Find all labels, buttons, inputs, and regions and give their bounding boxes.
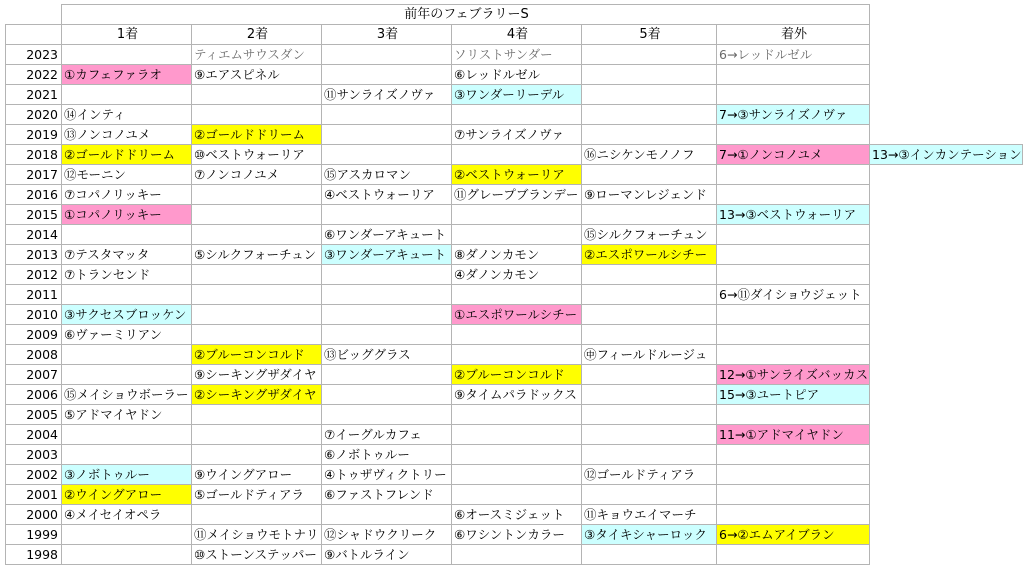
result-cell [62,85,192,105]
result-cell [192,185,322,205]
result-cell [582,285,717,305]
result-cell [192,225,322,245]
result-cell: ⑪メイショウモトナリ [192,525,322,545]
result-cell: ④メイセイオペラ [62,505,192,525]
result-cell: ①エスポワールシチー [452,305,582,325]
result-cell [582,485,717,505]
result-cell: ⑥ヴァーミリアン [62,325,192,345]
result-cell [582,385,717,405]
result-cell: ②ベストウォーリア [452,165,582,185]
result-cell [322,305,452,325]
table-row [6,245,1023,265]
result-cell [452,325,582,345]
result-cell [582,125,717,145]
result-cell [717,505,870,525]
table-row [6,545,1023,565]
result-cell [322,385,452,405]
result-cell: ①コパノリッキー [62,205,192,225]
result-cell [717,245,870,265]
header-5th: 5着 [582,25,717,45]
result-cell [452,345,582,365]
table-row [6,165,1023,185]
result-cell: ⑦トランセンド [62,265,192,285]
result-cell: 6→②エムアイブラン [717,525,870,545]
table-row [6,525,1023,545]
result-cell [717,325,870,345]
header-3rd: 3着 [322,25,452,45]
result-cell [322,145,452,165]
result-cell [322,105,452,125]
year-cell: 2005 [6,405,62,425]
result-cell [582,65,717,85]
result-cell: ②ゴールドドリーム [192,125,322,145]
result-cell: ティエムサウスダン [192,45,322,65]
result-cell: ⑦イーグルカフェ [322,425,452,445]
result-cell [192,405,322,425]
table-row [6,185,1023,205]
result-cell: ⑪グレープブランデー [452,185,582,205]
result-cell: ⑨タイムパラドックス [452,385,582,405]
result-cell: ⑯ニシケンモノノフ [582,145,717,165]
extra-result-cell: 13→③インカンテーション [870,145,1023,165]
year-cell: 2021 [6,85,62,105]
result-cell: 13→③ベストウォーリア [717,205,870,225]
result-cell [62,425,192,445]
result-cell [62,45,192,65]
result-cell [717,345,870,365]
result-cell: ③ワンダーリーデル [452,85,582,105]
result-cell [582,205,717,225]
result-cell [582,365,717,385]
table-row [6,325,1023,345]
year-cell: 2022 [6,65,62,85]
year-cell: 2004 [6,425,62,445]
result-cell [192,265,322,285]
result-cell [192,305,322,325]
year-cell: 2000 [6,505,62,525]
result-cell [62,525,192,545]
result-cell [322,265,452,285]
result-cell [582,545,717,565]
header-2nd: 2着 [192,25,322,45]
result-cell: 6→⑪ダイショウジェット [717,285,870,305]
results-table [5,4,1023,565]
result-cell: ⑨ローマンレジェンド [582,185,717,205]
result-cell [192,425,322,445]
result-cell [62,545,192,565]
result-cell: ②ブルーコンコルド [452,365,582,385]
result-cell [452,285,582,305]
result-cell: ①カフェファラオ [62,65,192,85]
result-cell [717,185,870,205]
result-cell: ⑧ダノンカモン [452,245,582,265]
result-cell [717,125,870,145]
result-cell [62,285,192,305]
year-cell: 2007 [6,365,62,385]
result-cell [322,45,452,65]
table-title: 前年のフェブラリーS [62,5,870,25]
year-cell: 2012 [6,265,62,285]
result-cell: ⑬ビッググラス [322,345,452,365]
table-row [6,505,1023,525]
result-cell [582,85,717,105]
result-cell [62,345,192,365]
result-cell [717,545,870,565]
result-cell: ⑪キョウエイマーチ [582,505,717,525]
result-cell: 6→レッドルゼル [717,45,870,65]
table-row [6,405,1023,425]
year-cell: 2006 [6,385,62,405]
result-cell: 15→③ユートピア [717,385,870,405]
table-row [6,365,1023,385]
result-cell: ⑭インティ [62,105,192,125]
result-cell [717,165,870,185]
result-cell [62,445,192,465]
result-cell [322,125,452,145]
result-cell: ⑦サンライズノヴァ [452,125,582,145]
result-cell [62,225,192,245]
result-cell: ⑫モーニン [62,165,192,185]
result-cell: ⑦コパノリッキー [62,185,192,205]
table-row [6,385,1023,405]
year-cell: 2018 [6,145,62,165]
table-row [6,105,1023,125]
year-cell: 2020 [6,105,62,125]
year-cell: 2001 [6,485,62,505]
result-cell: ⑥ファストフレンド [322,485,452,505]
result-cell [582,405,717,425]
result-cell [717,405,870,425]
result-cell: ④トゥザヴィクトリー [322,465,452,485]
result-cell: ⑥ノボトゥルー [322,445,452,465]
result-cell: ②シーキングザダイヤ [192,385,322,405]
result-cell: ⑫ゴールドティアラ [582,465,717,485]
result-cell [717,445,870,465]
table-row [6,425,1023,445]
result-cell [452,425,582,445]
result-cell [62,365,192,385]
year-cell: 2003 [6,445,62,465]
result-cell: ④ベストウォーリア [322,185,452,205]
result-cell [582,425,717,445]
result-cell: ②ブルーコンコルド [192,345,322,365]
result-cell: ㊥フィールドルージュ [582,345,717,365]
result-cell: ⑤アドマイヤドン [62,405,192,425]
year-cell: 2011 [6,285,62,305]
header-row [6,25,1023,45]
table-row [6,485,1023,505]
year-cell: 2002 [6,465,62,485]
result-cell [192,285,322,305]
result-cell [192,85,322,105]
header-4th: 4着 [452,25,582,45]
result-cell: ⑨ウイングアロー [192,465,322,485]
result-cell [582,45,717,65]
year-cell: 2010 [6,305,62,325]
table-row [6,345,1023,365]
result-cell: ⑫シャドウクリーク [322,525,452,545]
result-cell [192,105,322,125]
header-1st: 1着 [62,25,192,45]
result-cell [322,65,452,85]
table-row [6,465,1023,485]
result-cell [717,225,870,245]
table-row [6,445,1023,465]
result-cell [717,305,870,325]
result-cell [452,205,582,225]
result-cell: ⑮シルクフォーチュン [582,225,717,245]
year-cell: 2013 [6,245,62,265]
header-year [6,25,62,45]
table-row [6,265,1023,285]
table-row [6,85,1023,105]
title-row [6,5,1023,25]
table-row [6,125,1023,145]
table-row [6,145,1023,165]
result-cell [582,105,717,125]
table-row [6,305,1023,325]
result-cell: 11→①アドマイヤドン [717,425,870,445]
result-cell: ③ワンダーアキュート [322,245,452,265]
year-cell: 2014 [6,225,62,245]
result-cell: ⑥ワンダーアキュート [322,225,452,245]
result-cell [452,405,582,425]
result-cell: ②エスポワールシチー [582,245,717,265]
result-cell [582,325,717,345]
year-cell: 1999 [6,525,62,545]
year-cell: 1998 [6,545,62,565]
result-cell: ⑬ノンコノユメ [62,125,192,145]
result-cell: ⑤シルクフォーチュン [192,245,322,265]
year-cell: 2023 [6,45,62,65]
result-cell [192,445,322,465]
result-cell: 7→①ノンコノユメ [717,145,870,165]
result-cell [322,285,452,305]
result-cell [582,445,717,465]
result-cell [717,65,870,85]
result-cell [452,485,582,505]
result-cell: ⑩ストーンステッパー [192,545,322,565]
result-cell: 7→③サンライズノヴァ [717,105,870,125]
result-cell [322,365,452,385]
table-row [6,45,1023,65]
result-cell [322,405,452,425]
result-cell [192,505,322,525]
year-cell: 2016 [6,185,62,205]
result-cell: ③ノボトゥルー [62,465,192,485]
result-cell: ⑥ワシントンカラー [452,525,582,545]
result-cell: ⑨バトルライン [322,545,452,565]
result-cell: ②ウイングアロー [62,485,192,505]
result-cell [322,505,452,525]
result-cell [717,485,870,505]
result-cell: ③タイキシャーロック [582,525,717,545]
result-cell [192,325,322,345]
result-cell: ⑨シーキングザダイヤ [192,365,322,385]
result-cell: ②ゴールドドリーム [62,145,192,165]
result-cell [322,325,452,345]
result-cell [717,85,870,105]
result-cell [452,445,582,465]
result-cell: ④ダノンカモン [452,265,582,285]
result-cell: ⑥レッドルゼル [452,65,582,85]
result-cell [717,265,870,285]
table-row [6,205,1023,225]
result-cell [452,105,582,125]
result-cell: ⑩ベストウォーリア [192,145,322,165]
year-cell: 2017 [6,165,62,185]
result-cell [582,305,717,325]
result-cell: ③サクセスブロッケン [62,305,192,325]
header-out: 着外 [717,25,870,45]
result-cell: ⑥オースミジェット [452,505,582,525]
year-cell: 2008 [6,345,62,365]
result-cell: ⑦ノンコノユメ [192,165,322,185]
result-cell [192,205,322,225]
table-row [6,285,1023,305]
result-cell: ⑮アスカロマン [322,165,452,185]
table-row [6,225,1023,245]
result-cell [582,265,717,285]
year-cell: 2019 [6,125,62,145]
table-row [6,65,1023,85]
result-cell: ⑦テスタマッタ [62,245,192,265]
result-cell: ⑮メイショウボーラー [62,385,192,405]
result-cell: 12→①サンライズバッカス [717,365,870,385]
year-cell: 2015 [6,205,62,225]
result-cell [452,465,582,485]
result-cell: ⑪サンライズノヴァ [322,85,452,105]
result-cell [452,145,582,165]
result-cell: ⑤ゴールドティアラ [192,485,322,505]
year-cell: 2009 [6,325,62,345]
result-cell: ⑨エアスピネル [192,65,322,85]
result-cell: ソリストサンダー [452,45,582,65]
result-cell [322,205,452,225]
result-cell [452,225,582,245]
result-cell [717,465,870,485]
result-cell [582,165,717,185]
result-cell [452,545,582,565]
